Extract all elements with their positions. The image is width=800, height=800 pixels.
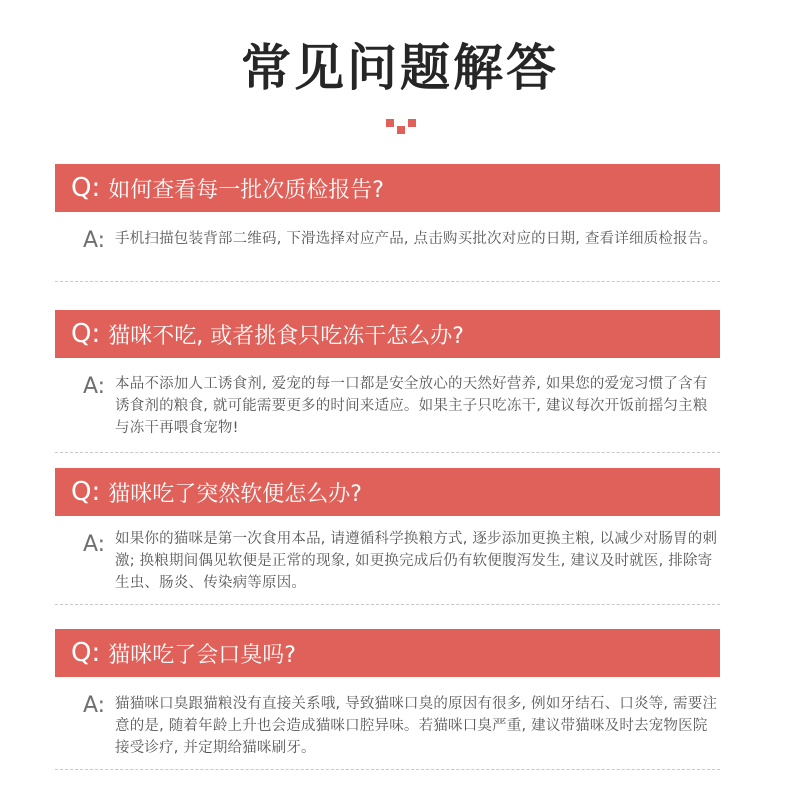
question-text: 如何查看每一批次质检报告?	[108, 177, 384, 203]
question-text: 猫咪吃了突然软便怎么办?	[108, 481, 362, 507]
question-text: 猫咪吃了会口臭吗?	[108, 642, 296, 668]
page-title: 常见问题解答	[241, 39, 559, 97]
answer-prefix: A:	[83, 532, 106, 557]
divider	[55, 769, 720, 770]
divider	[55, 604, 720, 605]
question-prefix: Q:	[71, 477, 101, 507]
answer-text: 本品不添加人工诱食剂, 爱宠的每一口都是安全放心的天然好营养, 如果您的爱宠习惯了含有诱食剂的粮食, 就可能需要更多的时间来适应。如果主子只吃冻干, 建议每次开饭前摇匀主粮与冻干再喂食宠物!	[115, 376, 708, 436]
faq-item	[55, 164, 720, 284]
answer-prefix: A:	[83, 693, 106, 718]
question-prefix: Q:	[71, 319, 101, 349]
question-bar	[55, 164, 720, 212]
answer-text: 如果你的猫咪是第一次食用本品, 请遵循科学换粮方式, 逐步添加更换主粮, 以减少对肠胃的刺激; 换粮期间偶见软便是正常的现象, 如更换完成后仍有软便腹泻发生, 建议及时就医, 排除寄生虫、肠炎、传染病等原因。	[115, 531, 718, 591]
faq-item	[55, 629, 720, 774]
answer-text: 猫猫咪口臭跟猫粮没有直接关系哦, 导致猫咪口臭的原因有很多, 例如牙结石、口炎等, 需要注意的是, 随着年龄上升也会造成猫咪口腔异味。若猫咪口臭严重, 建议带猫咪及时去宠物医院接受诊疗, 并定期给猫咪刷牙。	[115, 696, 718, 756]
question-bar	[55, 310, 720, 358]
answer-prefix: A:	[83, 228, 106, 253]
answer-text: 手机扫描包装背部二维码, 下滑选择对应产品, 点击购买批次对应的日期, 查看详细质检报告。	[115, 231, 718, 247]
triangle-dots-icon	[386, 118, 416, 138]
question-bar	[55, 629, 720, 677]
question-bar	[55, 468, 720, 516]
question-prefix: Q:	[71, 638, 101, 668]
question-text: 猫咪不吃, 或者挑食只吃冻干怎么办?	[108, 323, 464, 349]
divider	[55, 452, 720, 453]
divider	[55, 281, 720, 282]
faq-item	[55, 468, 720, 608]
question-prefix: Q:	[71, 173, 101, 203]
answer-prefix: A:	[83, 374, 106, 399]
faq-item	[55, 310, 720, 455]
